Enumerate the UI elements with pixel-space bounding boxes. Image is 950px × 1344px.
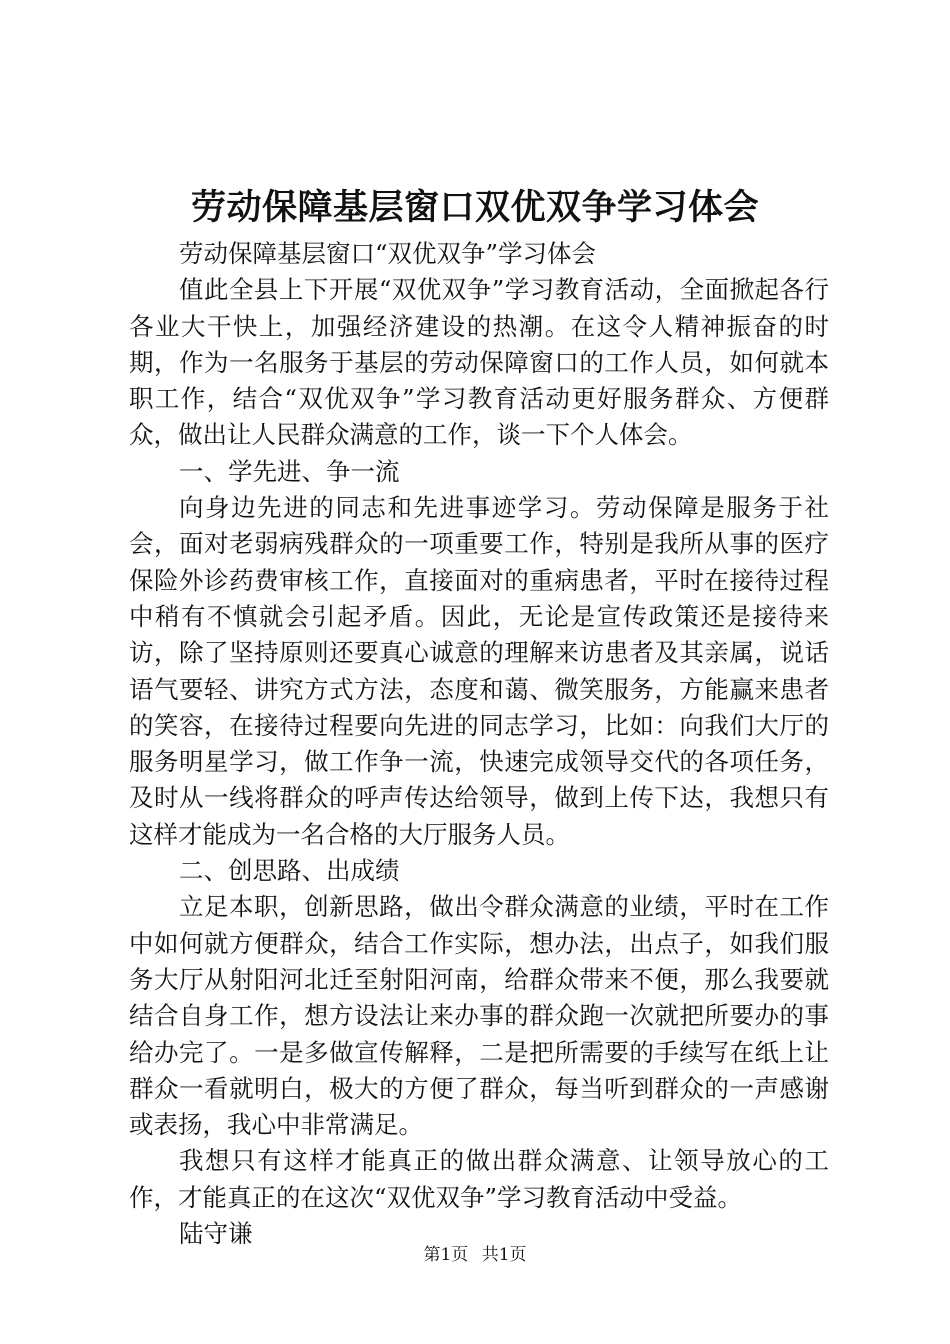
document-body	[129, 236, 829, 1252]
page-number: 第1页	[423, 1245, 469, 1265]
document-title: 劳动保障基层窗口双优双争学习体会	[190, 187, 759, 228]
section-1-paragraph: 向身边先进的同志和先进事迹学习。劳动保障是服务于社会，面对老弱病残群众的一项重要工作，特别是我所从事的医疗保险外诊药费审核工作，直接面对的重病患者，平时在接待过程中稍有不慎就会引起矛盾。因此，无论是宣传政策还是接待来访，除了坚持原则还要真心诚意的理解来访患者及其亲属，说话语气要轻、讲究方式方法，态度和蔼、微笑服务，方能赢来患者的笑容，在接待过程要向先进的同志学习，比如：向我们大厅的服务明星学习，做工作争一流，快速完成领导交代的各项任务，及时从一线将群众的呼声传达给领导，做到上传下达，我想只有这样才能成为一名合格的大厅服务人员。	[129, 493, 829, 849]
page-footer	[0, 1244, 950, 1266]
section-heading-2: 二、创思路、出成绩	[179, 856, 400, 886]
author-signature: 陆守谦	[179, 1219, 253, 1249]
section-2-paragraph: 立足本职，创新思路，做出令群众满意的业绩，平时在工作中如何就方便群众，结合工作实际，想办法，出点子，如我们服务大厅从射阳河北迁至射阳河南，给群众带来不便，那么我要就结合自身工作，想方设法让来办事的群众跑一次就把所要办的事给办完了。一是多做宣传解释，二是把所需要的手续写在纸上让群众一看就明白，极大的方便了群众，每当听到群众的一声感谢或表扬，我心中非常满足。	[129, 892, 829, 1140]
page-total: 共1页	[481, 1245, 527, 1265]
section-heading-1: 一、学先进、争一流	[179, 456, 400, 486]
conclusion-paragraph: 我想只有这样才能真正的做出群众满意、让领导放心的工作，才能真正的在这次“双优双争”学习教育活动中受益。	[129, 1146, 829, 1212]
intro-paragraph: 值此全县上下开展“双优双争”学习教育活动，全面掀起各行各业大干快上，加强经济建设的热潮。在这令人精神振奋的时期，作为一名服务于基层的劳动保障窗口的工作人员，如何就本职工作，结合“双优双争”学习教育活动更好服务群众、方便群众，做出让人民群众满意的工作，谈一下个人体会。	[129, 275, 829, 450]
subtitle-paragraph: 劳动保障基层窗口“双优双争”学习体会	[179, 239, 597, 268]
